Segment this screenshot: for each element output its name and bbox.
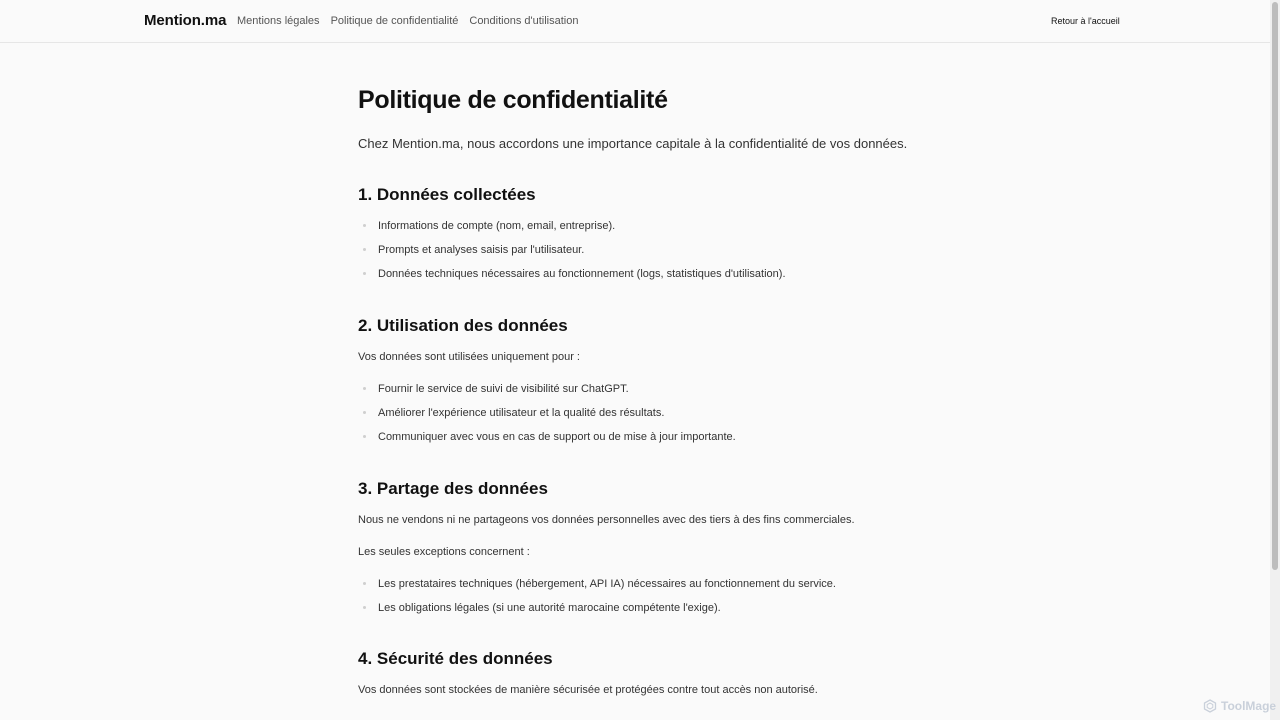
bullet-dot-icon <box>363 248 366 251</box>
bullet-dot-icon <box>363 411 366 414</box>
section-heading: 4. Sécurité des données <box>358 649 553 668</box>
section-partage-donnees <box>358 478 918 624</box>
list-item <box>358 429 918 453</box>
bullet-list <box>358 218 918 290</box>
page-title: Politique de confidentialité <box>358 86 668 114</box>
section-paragraph: Vos données sont stockées de manière sécurisée et protégées contre tout accès non autorisé. <box>358 684 818 696</box>
nav-link-conditions-utilisation[interactable]: Conditions d'utilisation <box>469 15 579 27</box>
list-item <box>358 381 918 405</box>
section-donnees-collectees <box>358 184 918 290</box>
section-heading: 1. Données collectées <box>358 185 536 204</box>
section-paragraph: Les seules exceptions concernent : <box>358 546 530 558</box>
intro-paragraph: Chez Mention.ma, nous accordons une importance capitale à la confidentialité de vos données. <box>358 136 908 151</box>
toolmage-logo-icon <box>1203 699 1217 713</box>
bullet-dot-icon <box>363 435 366 438</box>
vertical-scrollbar[interactable] <box>1270 0 1280 720</box>
scrollbar-thumb[interactable] <box>1272 2 1278 570</box>
nav-link-politique-confidentialite[interactable]: Politique de confidentialité <box>330 15 459 27</box>
list-item <box>358 218 918 242</box>
list-item-text: Communiquer avec vous en cas de support ou de mise à jour importante. <box>378 431 736 443</box>
list-item <box>358 576 918 600</box>
list-item-text: Données techniques nécessaires au fonctionnement (logs, statistiques d'utilisation). <box>378 268 786 280</box>
list-item-text: Améliorer l'expérience utilisateur et la qualité des résultats. <box>378 407 665 419</box>
section-securite-donnees <box>358 648 918 698</box>
list-item-text: Prompts et analyses saisis par l'utilisateur. <box>378 244 585 256</box>
nav-link-mentions-legales[interactable]: Mentions légales <box>237 15 320 27</box>
bullet-dot-icon <box>363 272 366 275</box>
top-navigation-bar <box>0 0 1270 43</box>
list-item <box>358 405 918 429</box>
list-item <box>358 242 918 266</box>
list-item-text: Fournir le service de suivi de visibilité sur ChatGPT. <box>378 383 629 395</box>
list-item-text: Informations de compte (nom, email, entreprise). <box>378 220 616 232</box>
list-item-text: Les obligations légales (si une autorité marocaine compétente l'exige). <box>378 602 721 614</box>
bullet-dot-icon <box>363 606 366 609</box>
bullet-list <box>358 381 918 453</box>
bullet-dot-icon <box>363 224 366 227</box>
list-item <box>358 600 918 624</box>
bullet-list <box>358 576 918 624</box>
watermark-label: ToolMage <box>1221 699 1277 713</box>
section-utilisation-donnees <box>358 315 918 453</box>
list-item <box>358 266 918 290</box>
bullet-dot-icon <box>363 387 366 390</box>
list-item-text: Les prestataires techniques (hébergement, API IA) nécessaires au fonctionnement du service. <box>378 578 836 590</box>
watermark <box>1203 699 1276 713</box>
section-paragraph: Nous ne vendons ni ne partageons vos données personnelles avec des tiers à des fins commerciales. <box>358 514 855 526</box>
back-to-home-link[interactable]: Retour à l'accueil <box>1051 16 1120 26</box>
brand-logo-link[interactable]: Mention.ma <box>144 12 227 29</box>
bullet-dot-icon <box>363 582 366 585</box>
section-heading: 3. Partage des données <box>358 479 548 498</box>
section-paragraph: Vos données sont utilisées uniquement pour : <box>358 351 580 363</box>
policy-content <box>358 84 918 696</box>
section-heading: 2. Utilisation des données <box>358 316 568 335</box>
header-nav <box>237 15 578 27</box>
